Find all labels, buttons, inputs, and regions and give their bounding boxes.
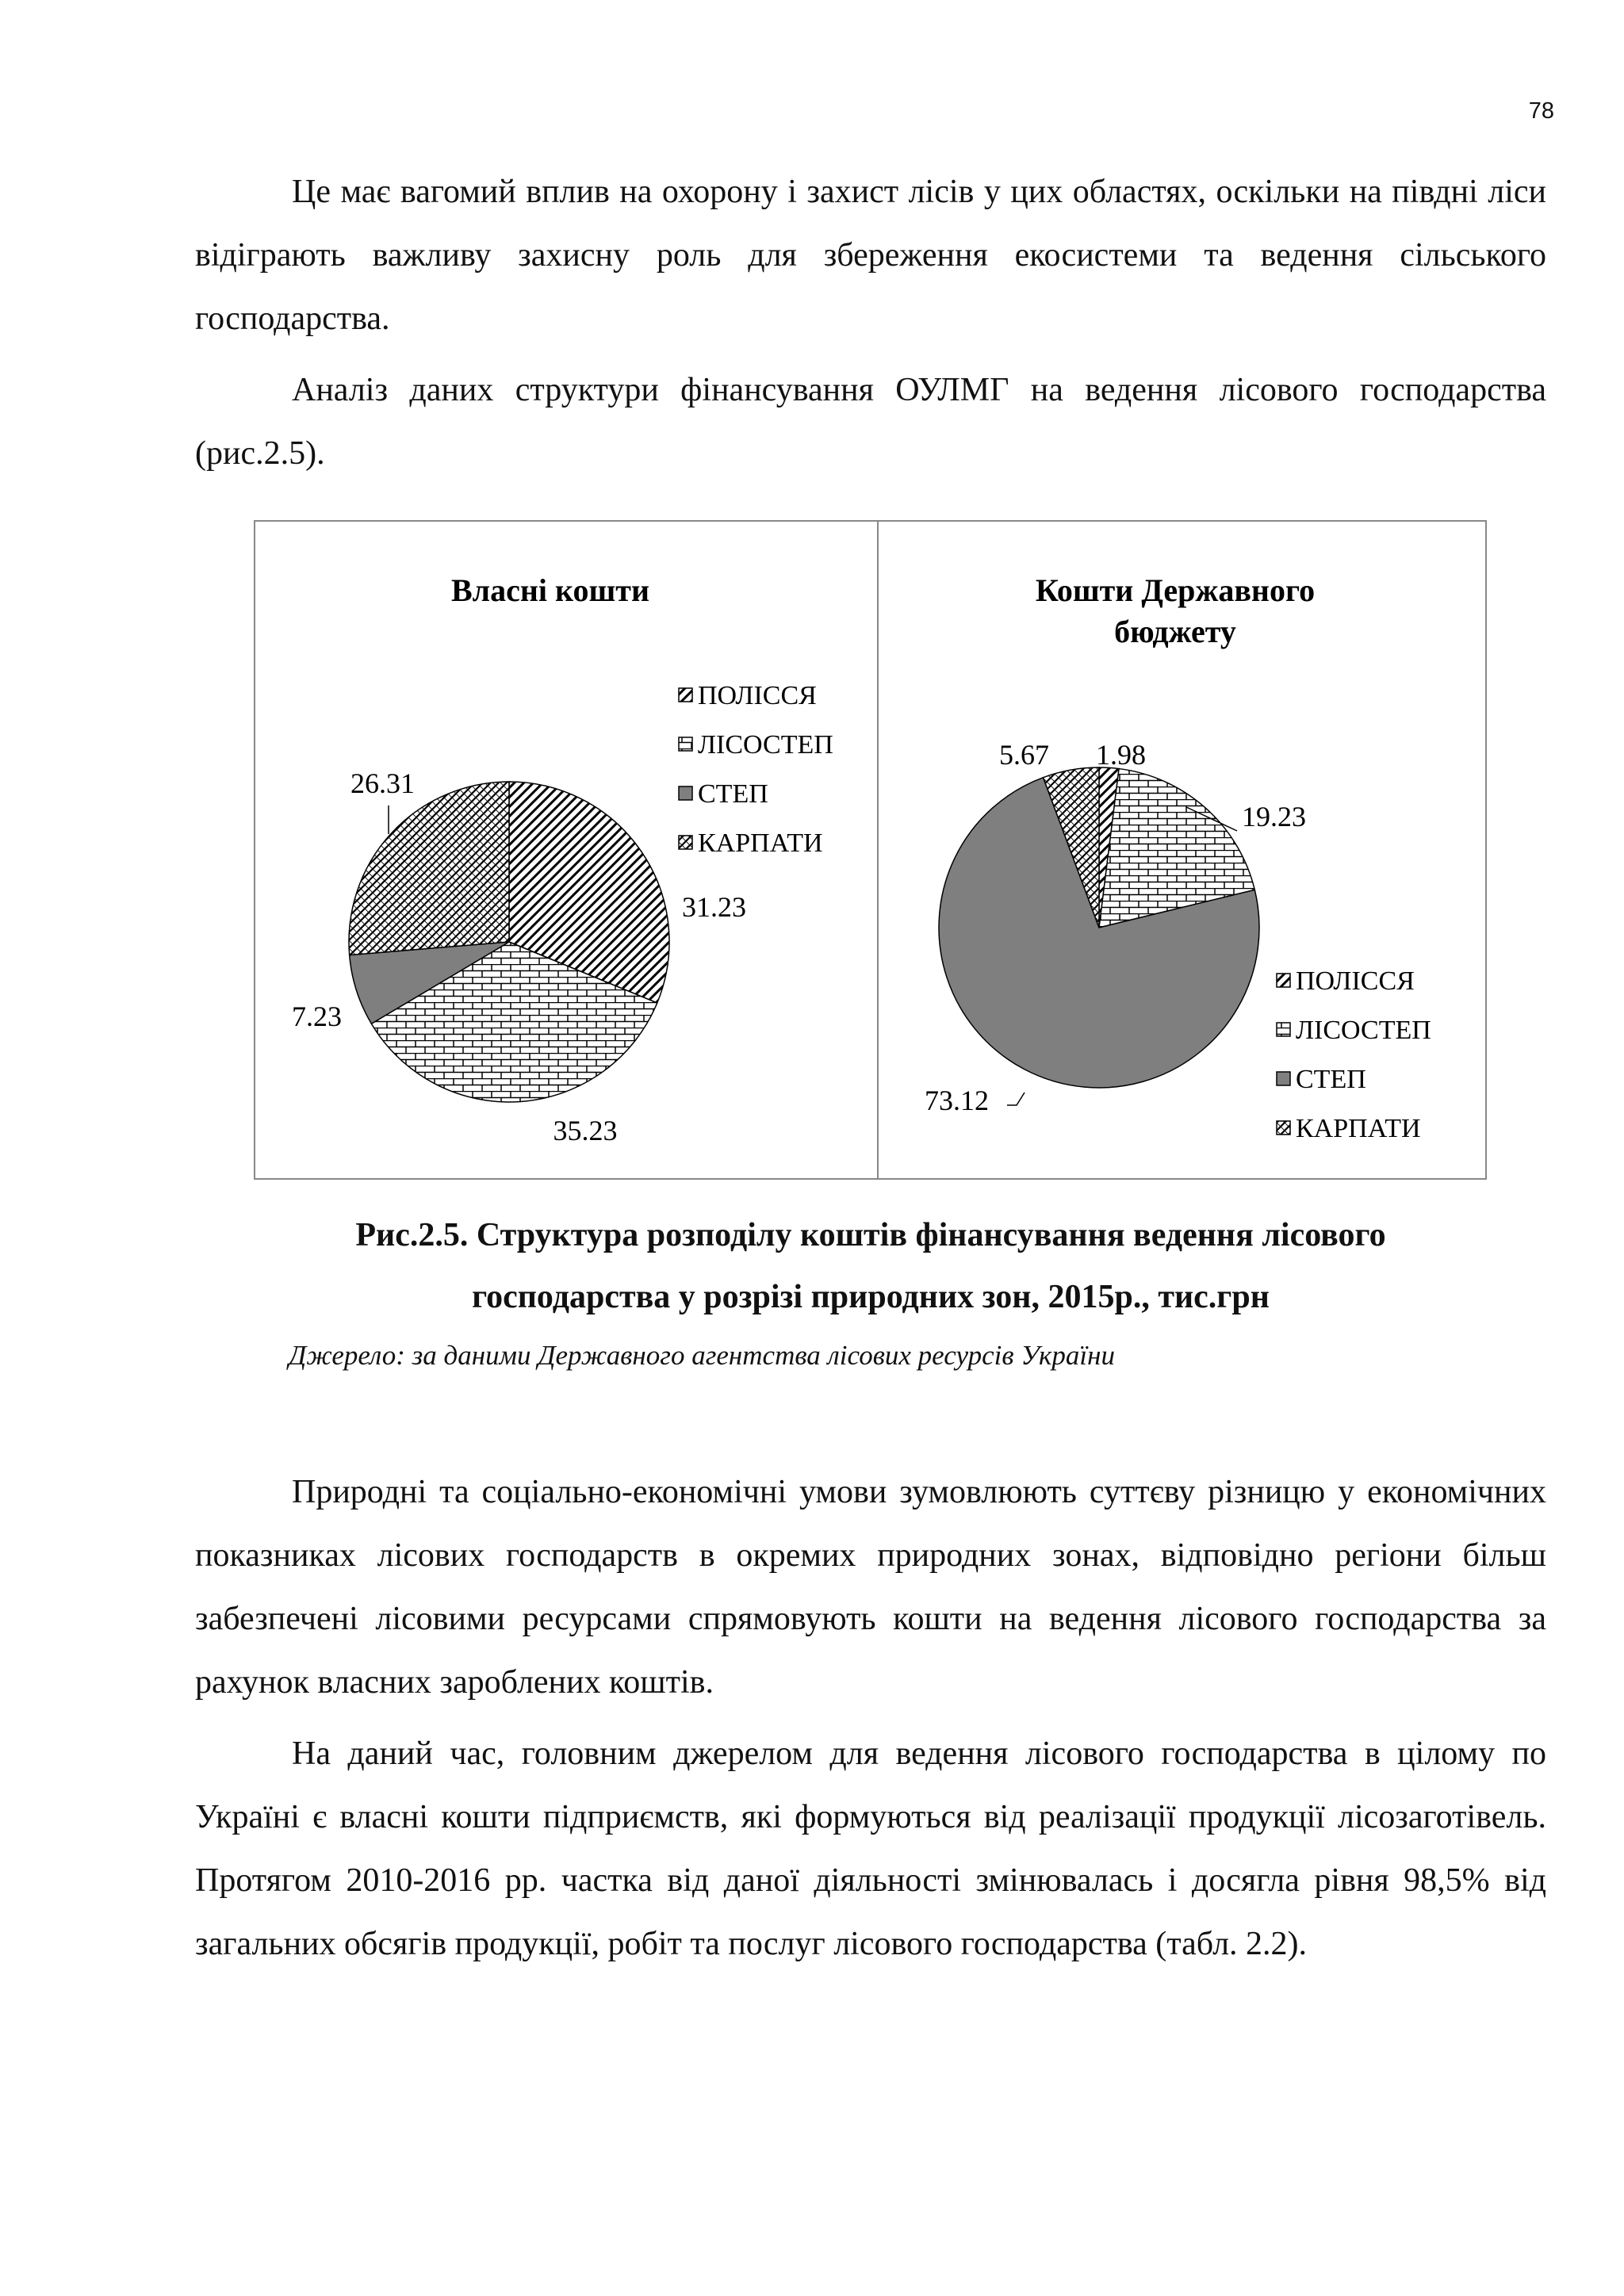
pie-state-budget: [939, 767, 1259, 1088]
legend-item-step-budget: [1277, 1065, 1366, 1094]
legend-item-karpaty-own: [679, 828, 823, 858]
label-budget-polissia: 1.98: [1096, 739, 1146, 771]
paragraph-1: Це має вагомий вплив на охорону і захист лісів у цих областях, оскільки на півдні ліси відіграють важливу захисну роль для збереження екосистеми та ведення сільського господарства.: [195, 174, 1546, 337]
legend-item-polissia-budget: [1277, 966, 1415, 996]
legend-item-lisostep-budget: [1277, 1016, 1431, 1045]
figure-pie-charts: [254, 520, 1488, 1180]
pie-own-funds: [349, 782, 669, 1102]
svg-text:СТЕП: СТЕП: [698, 779, 768, 809]
label-own-lisostep: 35.23: [553, 1115, 618, 1146]
paragraph-2: Аналіз даних структури фінансування ОУЛМГ на ведення лісового господарства (рис.2.5).: [195, 372, 1546, 472]
label-budget-karpaty: 5.67: [999, 739, 1049, 771]
figure-source: Джерело: за даними Державного агентства лісових ресурсів України: [289, 1340, 1115, 1371]
paragraph-3: Природні та соціально-економічні умови зумовлюють суттєву різницю у економічних показниках лісових господарств в окремих природних зонах, відповідно регіони більш забезпечені лісовими ресурсами спрямовують кошти на ведення лісового господарства за рахунок власних зароблених коштів.: [195, 1474, 1546, 1701]
label-budget-step: 73.12: [925, 1085, 989, 1116]
label-own-karpaty: 26.31: [350, 767, 415, 799]
page-number: 78: [1528, 98, 1554, 124]
figure-caption-line2: господарства у розрізі природних зон, 2015р., тис.грн: [472, 1279, 1270, 1315]
svg-text:КАРПАТИ: КАРПАТИ: [1296, 1114, 1421, 1143]
right-chart-title-line1: Кошти Державного: [1035, 572, 1316, 608]
legend-own-funds: [679, 681, 833, 858]
svg-text:ЛІСОСТЕП: ЛІСОСТЕП: [698, 730, 833, 760]
pie-slice-karpaty-own: [349, 782, 509, 955]
leader-budget-step: [1007, 1093, 1025, 1105]
svg-text:КАРПАТИ: КАРПАТИ: [698, 828, 823, 858]
legend-item-karpaty-budget: [1277, 1114, 1421, 1143]
legend-state-budget: [1277, 966, 1431, 1143]
left-chart-title: Власні кошти: [450, 572, 650, 608]
svg-text:ЛІСОСТЕП: ЛІСОСТЕП: [1296, 1016, 1431, 1045]
paragraph-4: На даний час, головним джерелом для ведення лісового господарства в цілому по Україні є власні кошти підприємств, які формуються від реалізації продукції лісозаготівель. Протягом 2010-2016 рр. частка від даної діяльності змінювалась і досягла рівня 98,5% від загальних обсягів продукції, робіт та послуг лісового господарства (табл. 2.2).: [195, 1735, 1546, 1962]
svg-text:ПОЛІССЯ: ПОЛІССЯ: [698, 681, 817, 710]
legend-item-step-own: [679, 779, 768, 809]
legend-item-lisostep-own: [679, 730, 833, 760]
label-budget-lisostep: 19.23: [1242, 801, 1306, 832]
figure-caption-line1: Рис.2.5. Структура розподілу коштів фінансування ведення лісового: [355, 1217, 1386, 1253]
pie-charts-svg: [254, 520, 1488, 1180]
label-own-polissia: 31.23: [682, 891, 746, 923]
svg-text:ПОЛІССЯ: ПОЛІССЯ: [1296, 966, 1415, 996]
legend-item-polissia-own: [679, 681, 817, 710]
label-own-step: 7.23: [292, 1001, 342, 1032]
svg-text:СТЕП: СТЕП: [1296, 1065, 1366, 1094]
right-chart-title-line2: бюджету: [1114, 614, 1236, 649]
